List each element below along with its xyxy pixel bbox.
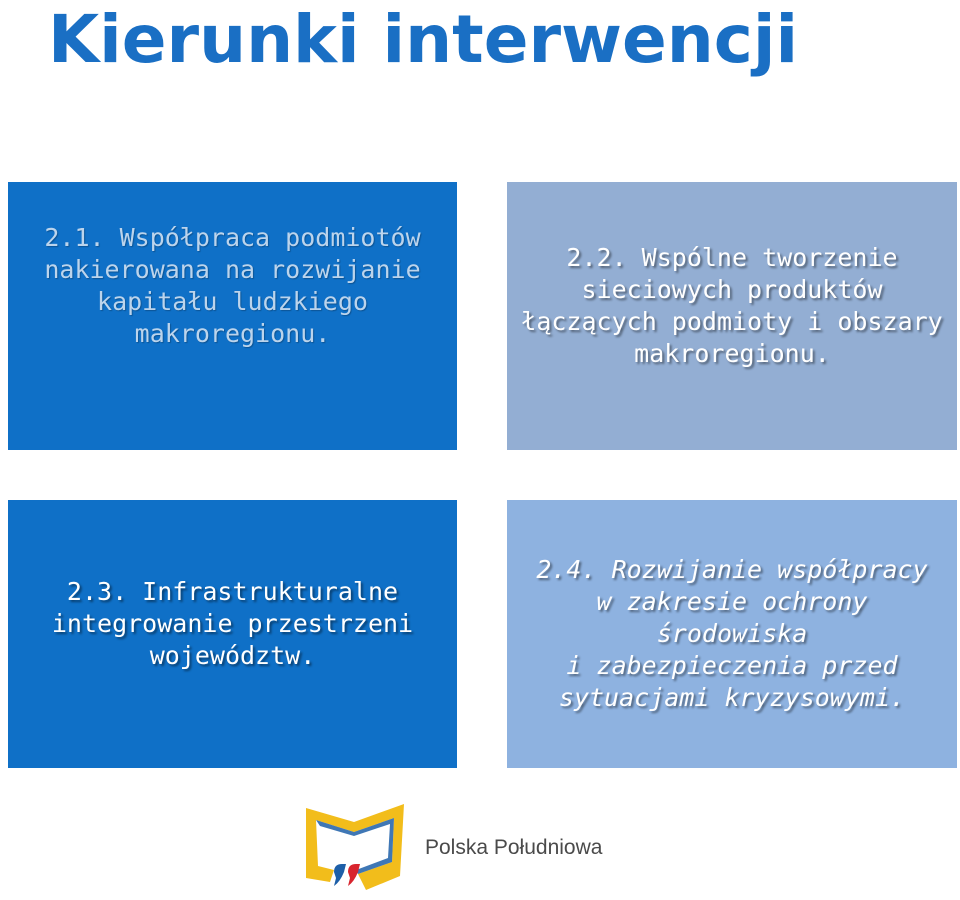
page-title: Kierunki interwencji [48, 1, 799, 78]
tile-text: 2.3. Infrastrukturalne integrowanie przestrzeni województw. [51, 577, 414, 670]
tile-text: 2.1. Współpraca podmiotów nakierowana na rozwijanie kapitału ludzkiego makroregionu. [44, 223, 421, 348]
tile-2-3 [8, 500, 457, 768]
tile-2-4 [507, 500, 957, 768]
brand-name: Polska Południowa [425, 836, 603, 859]
quote-marks-icon [334, 864, 360, 886]
tile-text: 2.4. Rozwijanie współpracy w zakresie ochrony środowiska i zabezpieczenia przed sytuacjami kryzysowymi. [536, 555, 928, 712]
polska-poludniowa-logo [300, 800, 412, 896]
tile-2-2 [507, 182, 957, 450]
tile-text: 2.2. Wspólne tworzenie sieciowych produktów łączących podmioty i obszary makroregionu. [521, 243, 943, 368]
tile-2-1 [8, 182, 457, 450]
